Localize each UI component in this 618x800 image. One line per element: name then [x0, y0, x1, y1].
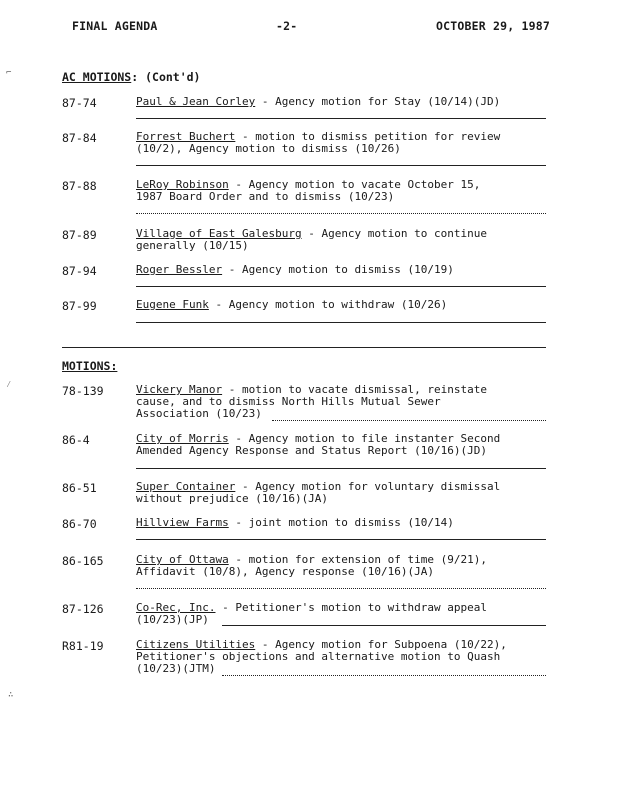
docket-number: 86-4 [62, 433, 90, 447]
docket-number: 87-126 [62, 602, 104, 616]
header-date: OCTOBER 29, 1987 [436, 19, 550, 33]
item-text: - Petitioner's motion to withdraw appeal (10/23)(JP) [136, 601, 488, 626]
ac-motions-suffix: : (Cont'd) [131, 70, 201, 84]
section-separator [62, 347, 546, 348]
item-text: - Agency motion to file instanter Second Amended Agency Response and Status Report (10/16)(JD) [136, 432, 501, 457]
scan-mark: ∴ [8, 690, 14, 700]
item-description [136, 554, 546, 578]
item-description [136, 384, 546, 420]
item-text: - Agency motion to continue generally (10/15) [136, 227, 488, 252]
entry-line [272, 420, 546, 421]
scan-mark: ⁄ [6, 380, 12, 390]
case-title: LeRoy Robinson [136, 178, 229, 191]
scan-mark: ⌐ [6, 68, 12, 78]
case-title: Super Container [136, 480, 236, 493]
case-title: Co-Rec, Inc. [136, 601, 216, 614]
item-text: - motion to vacate dismissal, reinstate cause, and to dismiss North Hills Mutual Sewer Association (10/23) [136, 383, 487, 420]
entry-line [136, 539, 546, 540]
case-title: Roger Bessler [136, 263, 223, 276]
case-title: Citizens Utilities [136, 638, 256, 651]
case-title: Paul & Jean Corley [136, 95, 256, 108]
case-title: Eugene Funk [136, 298, 209, 311]
docket-number: 87-74 [62, 96, 97, 110]
case-title: Village of East Galesburg [136, 227, 302, 240]
item-description [136, 228, 546, 252]
docket-number: 78-139 [62, 384, 104, 398]
item-description [136, 179, 546, 203]
case-title: Forrest Buchert [136, 130, 236, 143]
item-description [136, 131, 546, 155]
header-left: FINAL AGENDA [72, 19, 158, 33]
item-description [136, 299, 546, 311]
case-title: Hillview Farms [136, 516, 229, 529]
item-description [136, 602, 546, 626]
item-text: - Agency motion to withdraw (10/26) [208, 298, 448, 311]
docket-number: 87-94 [62, 264, 97, 278]
ac-motions-heading [62, 70, 201, 84]
item-text: - Agency motion for Subpoena (10/22), Petitioner's objections and alternative motion to Quash (10/23)(JTM) [136, 638, 507, 675]
docket-number: 86-51 [62, 481, 97, 495]
item-description [136, 96, 546, 108]
docket-number: 87-99 [62, 299, 97, 313]
case-title: Vickery Manor [136, 383, 223, 396]
docket-number: 86-70 [62, 517, 97, 531]
entry-line [136, 118, 546, 119]
entry-line [222, 675, 546, 676]
case-title: City of Ottawa [136, 553, 229, 566]
entry-line [136, 468, 546, 469]
entry-line [136, 588, 546, 589]
ac-motions-label: AC MOTIONS [62, 70, 132, 84]
entry-line [222, 625, 546, 626]
item-text: - Agency motion for voluntary dismissal without prejudice (10/16)(JA) [136, 480, 501, 505]
motions-heading: MOTIONS: [62, 359, 118, 373]
item-text: - motion for extension of time (9/21), Affidavit (10/8), Agency response (10/16)(JA) [136, 553, 487, 578]
docket-number: 87-89 [62, 228, 97, 242]
entry-line [136, 322, 546, 323]
item-text: - Agency motion for Stay (10/14)(JD) [255, 95, 501, 108]
item-description [136, 433, 546, 457]
item-description [136, 517, 546, 529]
item-description [136, 481, 546, 505]
docket-number: 87-88 [62, 179, 97, 193]
item-text: - motion to dismiss petition for review (10/2), Agency motion to dismiss (10/26) [136, 130, 501, 155]
item-text: - Agency motion to vacate October 15, 1987 Board Order and to dismiss (10/23) [136, 178, 481, 203]
item-description [136, 264, 546, 276]
docket-number: 86-165 [62, 554, 104, 568]
entry-line [136, 286, 546, 287]
docket-number: R81-19 [62, 639, 104, 653]
case-title: City of Morris [136, 432, 229, 445]
item-text: - Agency motion to dismiss (10/19) [222, 263, 454, 276]
docket-number: 87-84 [62, 131, 97, 145]
item-description [136, 639, 546, 675]
item-text: - joint motion to dismiss (10/14) [228, 516, 454, 529]
header-page-number: -2- [276, 19, 298, 33]
entry-line [136, 213, 546, 214]
entry-line [136, 165, 546, 166]
